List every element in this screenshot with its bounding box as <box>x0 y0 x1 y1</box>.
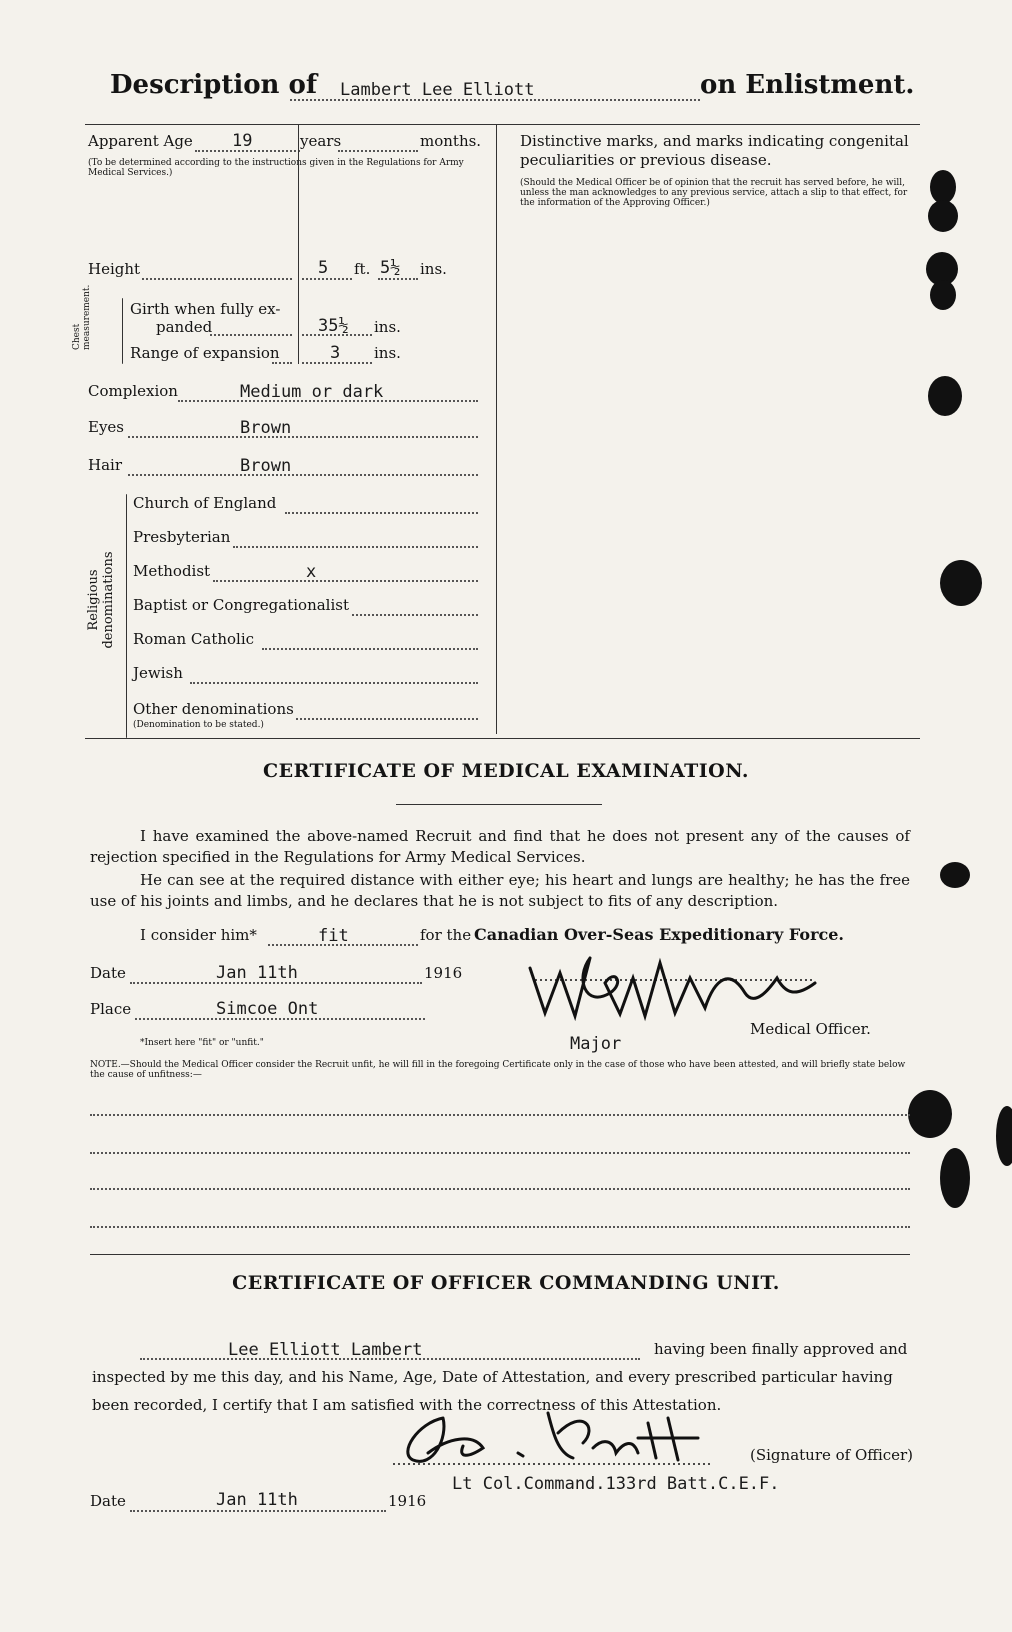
commanding-officer-signature <box>388 1398 718 1478</box>
chest-brace <box>122 298 123 364</box>
ins-label: ins. <box>420 260 447 278</box>
hair-line <box>128 474 478 476</box>
height-in-value: 5½ <box>380 258 401 278</box>
punch-hole <box>928 200 958 232</box>
form-top-rule <box>85 124 920 125</box>
medical-title-rule <box>396 804 602 805</box>
header-prefix: Description of <box>110 70 318 100</box>
unfit-note: NOTE.—Should the Medical Officer consider the Recruit unfit, he will fill in the foregoing Certificate only in the case of those who have been attested, and will briefly state below the cause of unfitness:— <box>90 1060 906 1080</box>
religion-label: Presbyterian <box>133 528 231 546</box>
years-label: years <box>300 132 342 150</box>
eyes-label: Eyes <box>88 418 124 436</box>
months-label: months. <box>420 132 482 150</box>
commanding-line-3: been recorded, I certify that I am satisfied with the correctness of this Attestation. <box>92 1396 722 1414</box>
punch-hole <box>940 1148 970 1208</box>
range-line <box>272 362 292 364</box>
chest-label: Chest measurement. <box>72 284 92 350</box>
consider-label: I consider him* <box>140 926 257 944</box>
commanding-date-label: Date <box>90 1492 126 1510</box>
punch-hole <box>928 376 962 416</box>
religion-label: Church of England <box>133 494 277 512</box>
medical-para-2: He can see at the required distance with either eye; his heart and lungs are healthy; he has the free use of his joints and limbs, and he declares that he is not subject to fits of any description. <box>90 871 910 910</box>
religion-line <box>190 682 478 684</box>
range-label: Range of expansion <box>130 344 280 362</box>
religion-label: Baptist or Congregationalist <box>133 596 349 614</box>
left-inner-divider <box>298 124 299 364</box>
commanding-date-year: 1916 <box>388 1492 427 1510</box>
consider-for-label: for the <box>420 926 472 944</box>
religion-line <box>262 648 478 650</box>
height-label: Height <box>88 260 141 278</box>
girth-value: 35½ <box>318 316 349 336</box>
unfitness-line <box>90 1226 910 1228</box>
punch-hole <box>930 170 956 204</box>
fitness-value: fit <box>318 926 349 946</box>
form-column-divider <box>496 124 497 734</box>
place-label: Place <box>90 1000 132 1018</box>
distinctive-marks-label: Distinctive marks, and marks indicating congenital peculiarities or previous disease. <box>520 132 909 169</box>
medical-officer-signature <box>515 938 835 1028</box>
ft-label: ft. <box>354 260 371 278</box>
religion-label: Religious denominations <box>86 551 116 649</box>
commanding-line-1: having been finally approved and <box>654 1340 908 1358</box>
height-ft-line <box>302 278 352 280</box>
months-line <box>338 150 418 152</box>
age-value: 19 <box>232 131 253 151</box>
girth-line <box>210 334 292 336</box>
signature-label: (Signature of Officer) <box>750 1446 914 1464</box>
medical-officer-label: Medical Officer. <box>750 1020 871 1038</box>
form-bottom-rule <box>85 738 920 739</box>
distinctive-marks-note: (Should the Medical Officer be of opinion that the recruit has served before, he will, unless the man acknowledges to any previous service, attach a slip to that effect, for the information of the Approving Officer.) <box>520 178 908 208</box>
commanding-name-value: Lee Elliott Lambert <box>228 1340 423 1360</box>
commanding-line-2: inspected by me this day, and his Name, Age, Date of Attestation, and every prescribed particular having <box>92 1368 893 1386</box>
commanding-date-value: Jan 11th <box>216 1490 298 1510</box>
religion-label: Methodist <box>133 562 211 580</box>
punch-hole <box>940 862 970 888</box>
unfitness-line <box>90 1152 910 1154</box>
girth-ins: ins. <box>374 318 401 336</box>
medical-date-label: Date <box>90 964 126 982</box>
punch-hole <box>940 560 982 606</box>
unfitness-line <box>90 1188 910 1190</box>
medical-date-value: Jan 11th <box>216 963 298 983</box>
religion-label: Jewish <box>133 664 183 682</box>
hair-value: Brown <box>240 456 292 476</box>
insert-note: *Insert here "fit" or "unfit." <box>140 1038 264 1048</box>
eyes-line <box>128 436 478 438</box>
medical-date-year: 1916 <box>424 964 463 982</box>
age-note: (To be determined according to the instructions given in the Regulations for Army Medical Services.) <box>88 158 464 178</box>
other-denomination-note: (Denomination to be stated.) <box>133 720 264 730</box>
hair-label: Hair <box>88 456 122 474</box>
section-divider <box>90 1254 910 1255</box>
religion-line <box>296 718 478 720</box>
unfitness-line <box>90 1114 910 1116</box>
punch-hole <box>930 280 956 310</box>
force-name: Canadian Over-Seas Expeditionary Force. <box>474 925 844 944</box>
place-value: Simcoe Ont <box>216 999 319 1019</box>
girth-label-2: panded <box>156 318 213 336</box>
complexion-value: Medium or dark <box>240 382 384 402</box>
religion-line <box>233 546 478 548</box>
punch-hole <box>996 1106 1012 1166</box>
recruit-name: Lambert Lee Elliott <box>340 80 535 100</box>
religion-mark: x <box>306 562 317 582</box>
range-value: 3 <box>330 343 341 363</box>
header-suffix: on Enlistment. <box>700 70 915 100</box>
religion-line <box>285 512 478 514</box>
girth-label-1: Girth when fully ex- <box>130 300 281 318</box>
religion-line <box>213 580 478 582</box>
height-line <box>142 278 292 280</box>
commanding-title: CERTIFICATE OF OFFICER COMMANDING UNIT. <box>232 1272 780 1294</box>
religion-label: Other denominations <box>133 700 294 718</box>
height-in-line <box>378 278 418 280</box>
age-label: Apparent Age <box>88 132 193 150</box>
medical-title: CERTIFICATE OF MEDICAL EXAMINATION. <box>262 760 749 782</box>
complexion-label: Complexion <box>88 382 178 400</box>
punch-hole <box>908 1090 952 1138</box>
medical-para-1: I have examined the above-named Recruit and find that he does not present any of the causes of rejection specified in the Regulations for Army Medical Services. <box>90 827 910 866</box>
range-ins: ins. <box>374 344 401 362</box>
height-ft-value: 5 <box>318 258 329 278</box>
religion-line <box>352 614 478 616</box>
eyes-value: Brown <box>240 418 292 438</box>
medical-officer-rank: Major <box>570 1034 622 1054</box>
commanding-date-line <box>130 1510 386 1512</box>
commanding-rank: Lt Col.Command.133rd Batt.C.E.F. <box>452 1474 780 1494</box>
religion-brace <box>126 494 127 738</box>
religion-label: Roman Catholic <box>133 630 255 648</box>
